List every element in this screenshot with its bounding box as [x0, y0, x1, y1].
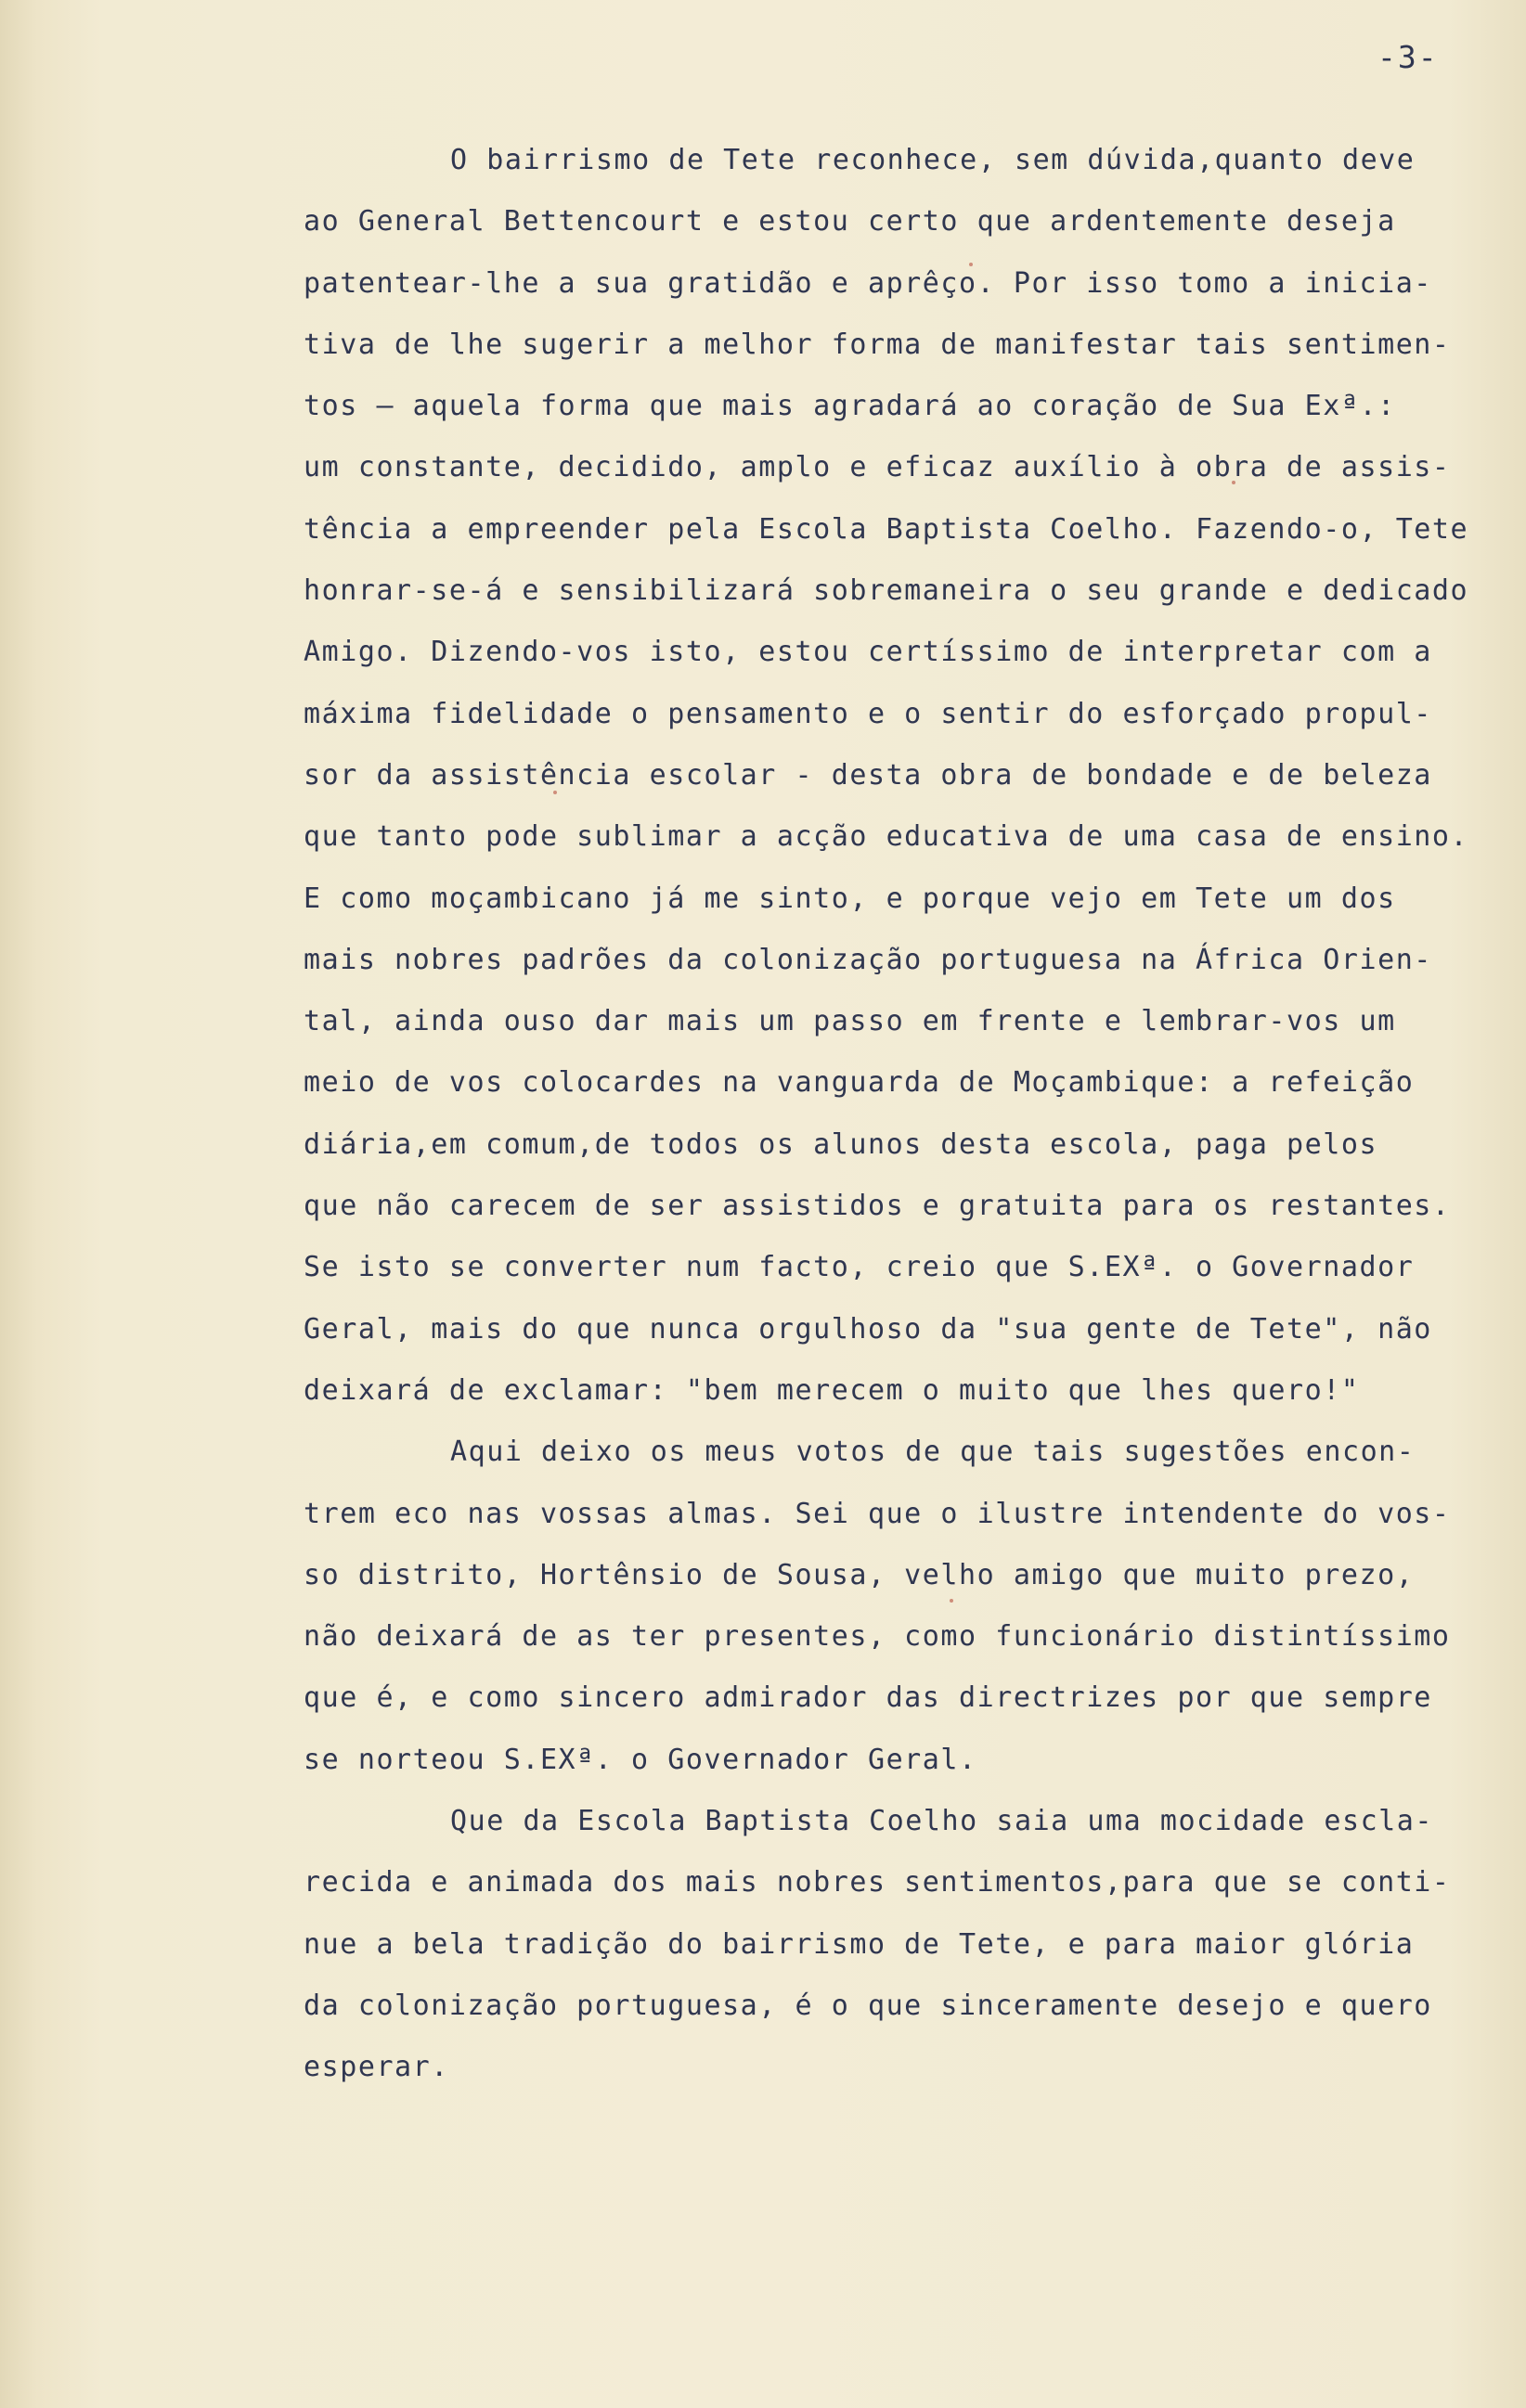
text-line: ao General Bettencourt e estou certo que ardentemente deseja: [304, 205, 1396, 238]
text-line: tência a empreender pela Escola Baptista Coelho. Fazendo-o, Tete: [304, 512, 1469, 546]
text-line: um constante, decidido, amplo e eficaz auxílio à obra de assis-: [304, 451, 1451, 484]
text-line: que é, e como sincero admirador das directrizes por que sempre: [304, 1681, 1432, 1715]
page-number: -3-: [1377, 39, 1439, 75]
text-line: recida e animada dos mais nobres sentimentos,para que se conti-: [304, 1866, 1451, 1899]
text-line: O bairrismo de Tete reconhece, sem dúvida,quanto deve: [450, 144, 1416, 176]
text-line: esperar.: [304, 2051, 449, 2084]
text-line: so distrito, Hortênsio de Sousa, velho amigo que muito prezo,: [304, 1558, 1415, 1591]
text-line: E como moçambicano já me sinto, e porque vejo em Tete um dos: [304, 882, 1396, 915]
text-line: máxima fidelidade o pensamento e o sentir do esforçado propul-: [304, 697, 1432, 730]
text-line: diária,em comum,de todos os alunos desta escola, paga pelos: [304, 1127, 1378, 1161]
text-line: não deixará de as ter presentes, como funcionário distintíssimo: [304, 1620, 1451, 1654]
text-line: Aqui deixo os meus votos de que tais sugestões encon-: [450, 1436, 1416, 1469]
text-line: tal, ainda ouso dar mais um passo em frente e lembrar-vos um: [304, 1005, 1396, 1038]
text-line: tiva de lhe sugerir a melhor forma de manifestar tais sentimen-: [304, 328, 1451, 361]
text-line: nue a bela tradição do bairrismo de Tete, e para maior glória: [304, 1927, 1415, 1961]
text-line: se norteou S.EXª. o Governador Geral.: [304, 1743, 977, 1776]
text-line: deixará de exclamar: "bem merecem o muito que lhes quero!": [304, 1373, 1360, 1407]
text-line: que tanto pode sublimar a acção educativa de uma casa de ensino.: [304, 820, 1469, 854]
text-line: da colonização portuguesa, é o que sinceramente desejo e quero: [304, 1989, 1432, 2022]
text-line: mais nobres padrões da colonização portuguesa na África Orien-: [304, 943, 1432, 976]
text-line: que não carecem de ser assistidos e gratuita para os restantes.: [304, 1190, 1451, 1223]
text-line: meio de vos colocardes na vanguarda de Moçambique: a refeição: [304, 1066, 1415, 1100]
text-line: sor da assistência escolar - desta obra de bondade e de beleza: [304, 758, 1432, 792]
text-line: patentear-lhe a sua gratidão e aprêço. Por isso tomo a inicia-: [304, 266, 1432, 300]
text-line: Que da Escola Baptista Coelho saia uma mocidade escla-: [450, 1805, 1434, 1838]
text-line: tos — aquela forma que mais agradará ao coração de Sua Exª.:: [304, 390, 1396, 423]
text-line: Se isto se converter num facto, creio que S.EXª. o Governador: [304, 1251, 1415, 1284]
letter-body: [304, 130, 1501, 2099]
text-line: honrar-se-á e sensibilizará sobremaneira o seu grande e dedicado: [304, 574, 1469, 608]
text-line: trem eco nas vossas almas. Sei que o ilustre intendente do vos-: [304, 1497, 1451, 1530]
text-line: Geral, mais do que nunca orgulhoso da "sua gente de Tete", não: [304, 1312, 1432, 1346]
text-line: Amigo. Dizendo-vos isto, estou certíssimo de interpretar com a: [304, 636, 1432, 669]
